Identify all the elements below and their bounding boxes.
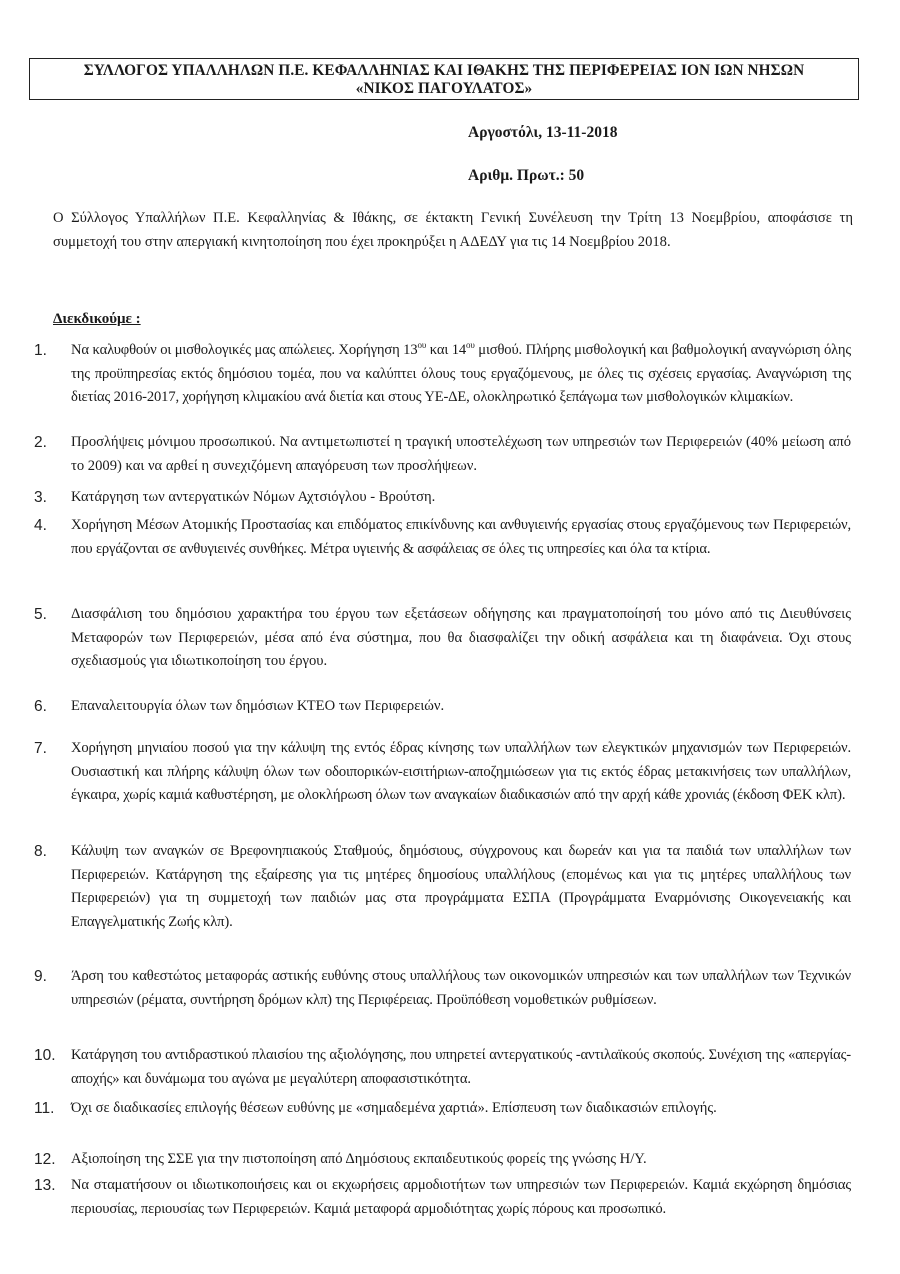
protocol-number: Αριθμ. Πρωτ.: 50 xyxy=(468,167,585,184)
claims-heading: Διεκδικούμε : xyxy=(53,311,141,327)
demand-number: 12. xyxy=(34,1151,56,1168)
association-header xyxy=(29,58,859,100)
demand-number: 9. xyxy=(34,968,47,985)
association-name: ΣΥΛΛΟΓΟΣ ΥΠΑΛΛΗΛΩΝ Π.Ε. ΚΕΦΑΛΛΗΝΙΑΣ ΚΑΙ ΙΘΑΚΗΣ ΤΗΣ ΠΕΡΙΦΕΡΕΙΑΣ ΙΟΝ ΙΩΝ ΝΗΣΩΝ xyxy=(83,62,805,79)
demand-number: 10. xyxy=(34,1047,56,1064)
demand-text: Κατάργηση των αντεργατικών Νόμων Αχτσιόγλου - Βρούτση. xyxy=(71,489,436,505)
document-date: Αργοστόλι, 13-11-2018 xyxy=(468,124,618,141)
intro-paragraph: Ο Σύλλογος Υπαλλήλων Π.Ε. Κεφαλληνίας & Ιθάκης, σε έκτακτη Γενική Συνέλευση την Τρίτη 13 Νοεμβρίου, αποφάσισε τη συμμετοχή του στην απεργιακή κινητοποίηση που έχει προκηρύξει η ΑΔΕΔΥ για τις 14 Νοεμβρίου 2018. xyxy=(53,210,853,250)
demand-text: Διασφάλιση του δημόσιου χαρακτήρα του έργου των εξετάσεων οδήγησης και πραγματοποίησή του μόνο από τις Διευθύνσεις Μεταφορών των Περιφερειών, μέσα από ένα σύστημα, που θα διασφαλίζει την οδική ασφάλεια και τη διαφάνεια. Όχι στους σχεδιασμούς για ιδιωτικοποίηση του έργου. xyxy=(71,606,851,669)
demand-number: 5. xyxy=(34,606,47,623)
demand-number: 4. xyxy=(34,517,47,534)
demand-number: 8. xyxy=(34,843,47,860)
demand-text: Επαναλειτουργία όλων των δημόσιων ΚΤΕΟ των Περιφερειών. xyxy=(71,698,445,714)
demand-number: 6. xyxy=(34,698,47,715)
demand-text: Προσλήψεις μόνιμου προσωπικού. Να αντιμετωπιστεί η τραγική υποστελέχωση των υπηρεσιών των Περιφερειών (40% μείωση από το 2009) και να αρθεί η συνεχιζόμενη απαγόρευση των προσλήψεων. xyxy=(71,434,851,474)
demand-number: 3. xyxy=(34,489,47,506)
association-honorific-name: «ΝΙΚΟΣ ΠΑΓΟΥΛΑΤΟΣ» xyxy=(355,80,533,97)
demand-number: 1. xyxy=(34,342,47,359)
demand-number: 7. xyxy=(34,740,47,757)
demand-text: Κάλυψη των αναγκών σε Βρεφονηπιακούς Σταθμούς, δημόσιους, σύγχρονους και δωρεάν και για τα παιδιά των υπαλλήλων των Περιφερειών. Κατάργηση της εξαίρεσης για τις μητέρες δημοσίους υπαλλήλους (επομένως και για τις μητέρες υπαλλήλους των Περιφερειών) για τη συμμετοχή των παιδιών μας στα προγράμματα ΕΣΠΑ (Προγράμματα Εναρμόνισης Οικογενειακής και Επαγγελματικής Ζωής κλπ). xyxy=(71,843,851,930)
demand-text: Άρση του καθεστώτος μεταφοράς αστικής ευθύνης στους υπαλλήλους των οικονομικών υπηρεσιών και των υπαλλήλων των Τεχνικών υπηρεσιών (ρέματα, συντήρηση δρόμων κλπ) της Περιφέρειας. Προϋπόθεση νομοθετικών ρυθμίσεων. xyxy=(71,968,851,1008)
demand-text: Χορήγηση Μέσων Ατομικής Προστασίας και επιδόματος επικίνδυνης και ανθυγιεινής εργασίας στους εργαζόμενους των Περιφερειών, που εργάζονται σε ανθυγιεινές συνθήκες. Μέτρα υγιεινής & ασφάλειας σε όλες τις υπηρεσίες και όλα τα κτίρια. xyxy=(71,517,851,557)
demand-text: Αξιοποίηση της ΣΣΕ για την πιστοποίηση από Δημόσιους εκπαιδευτικούς φορείς της γνώσης Η/Υ. xyxy=(71,1151,647,1167)
demand-text: Να σταματήσουν οι ιδιωτικοποιήσεις και οι εκχωρήσεις αρμοδιοτήτων των υπηρεσιών των Περιφερειών. Καμιά εκχώρηση δημόσιας περιουσίας, περιουσίας των Περιφερειών. Καμιά μεταφορά αρμοδιότητας χωρίς πόρους και προσωπικό. xyxy=(71,1177,851,1217)
demand-text: Κατάργηση του αντιδραστικού πλαισίου της αξιολόγησης, που υπηρετεί αντεργατικούς -αντιλαϊκούς σκοπούς. Συνέχιση της «απεργίας-αποχής» και δυνάμωμα του αγώνα με μεγαλύτερη αποφασιστικότητα. xyxy=(71,1047,851,1087)
demand-number: 13. xyxy=(34,1177,56,1194)
demand-number: 11. xyxy=(34,1100,55,1117)
demand-number: 2. xyxy=(34,434,47,451)
demand-text: Όχι σε διαδικασίες επιλογής θέσεων ευθύνης με «σημαδεμένα χαρτιά». Επίσπευση των διαδικασιών επιλογής. xyxy=(71,1100,717,1116)
demand-text: Να καλυφθούν οι μισθολογικές μας απώλειες. Χορήγηση $13^{o\upsilon}$ και $14^{o\upsilon}$ μισθού. Πλήρης μισθολογική και βαθμολογική αναγνώριση όλης της προϋπηρεσίας εκτός δημόσιου τομέα, που να καλύπτει όλους τους εργαζόμενους, με όλες τις σχέσεις εργασίας. Αναγνώριση της διετίας 2016-2017, χορήγηση κλιμακίου ανά διετία και στους ΥΕ-ΔΕ, ολοκληρωτικό ξεπάγωμα των μισθολογικών κλιμακίων. xyxy=(71,340,852,405)
demand-text: Χορήγηση μηνιαίου ποσού για την κάλυψη της εντός έδρας κίνησης των υπαλλήλων των ελεγκτικών μηχανισμών των Περιφερειών. Ουσιαστική και πλήρης κάλυψη όλων των οδοιπορικών-εισιτήριων-αποζημιώσεων για τις εκτός έδρας μετακινήσεις των υπαλλήλων, έγκαιρα, χωρίς καμιά καθυστέρηση, με ολοκλήρωση όλων των αναγκαίων διαδικασιών από την αρχή κάθε χρονιάς (έκδοση ΦΕΚ κλπ). xyxy=(71,740,851,803)
